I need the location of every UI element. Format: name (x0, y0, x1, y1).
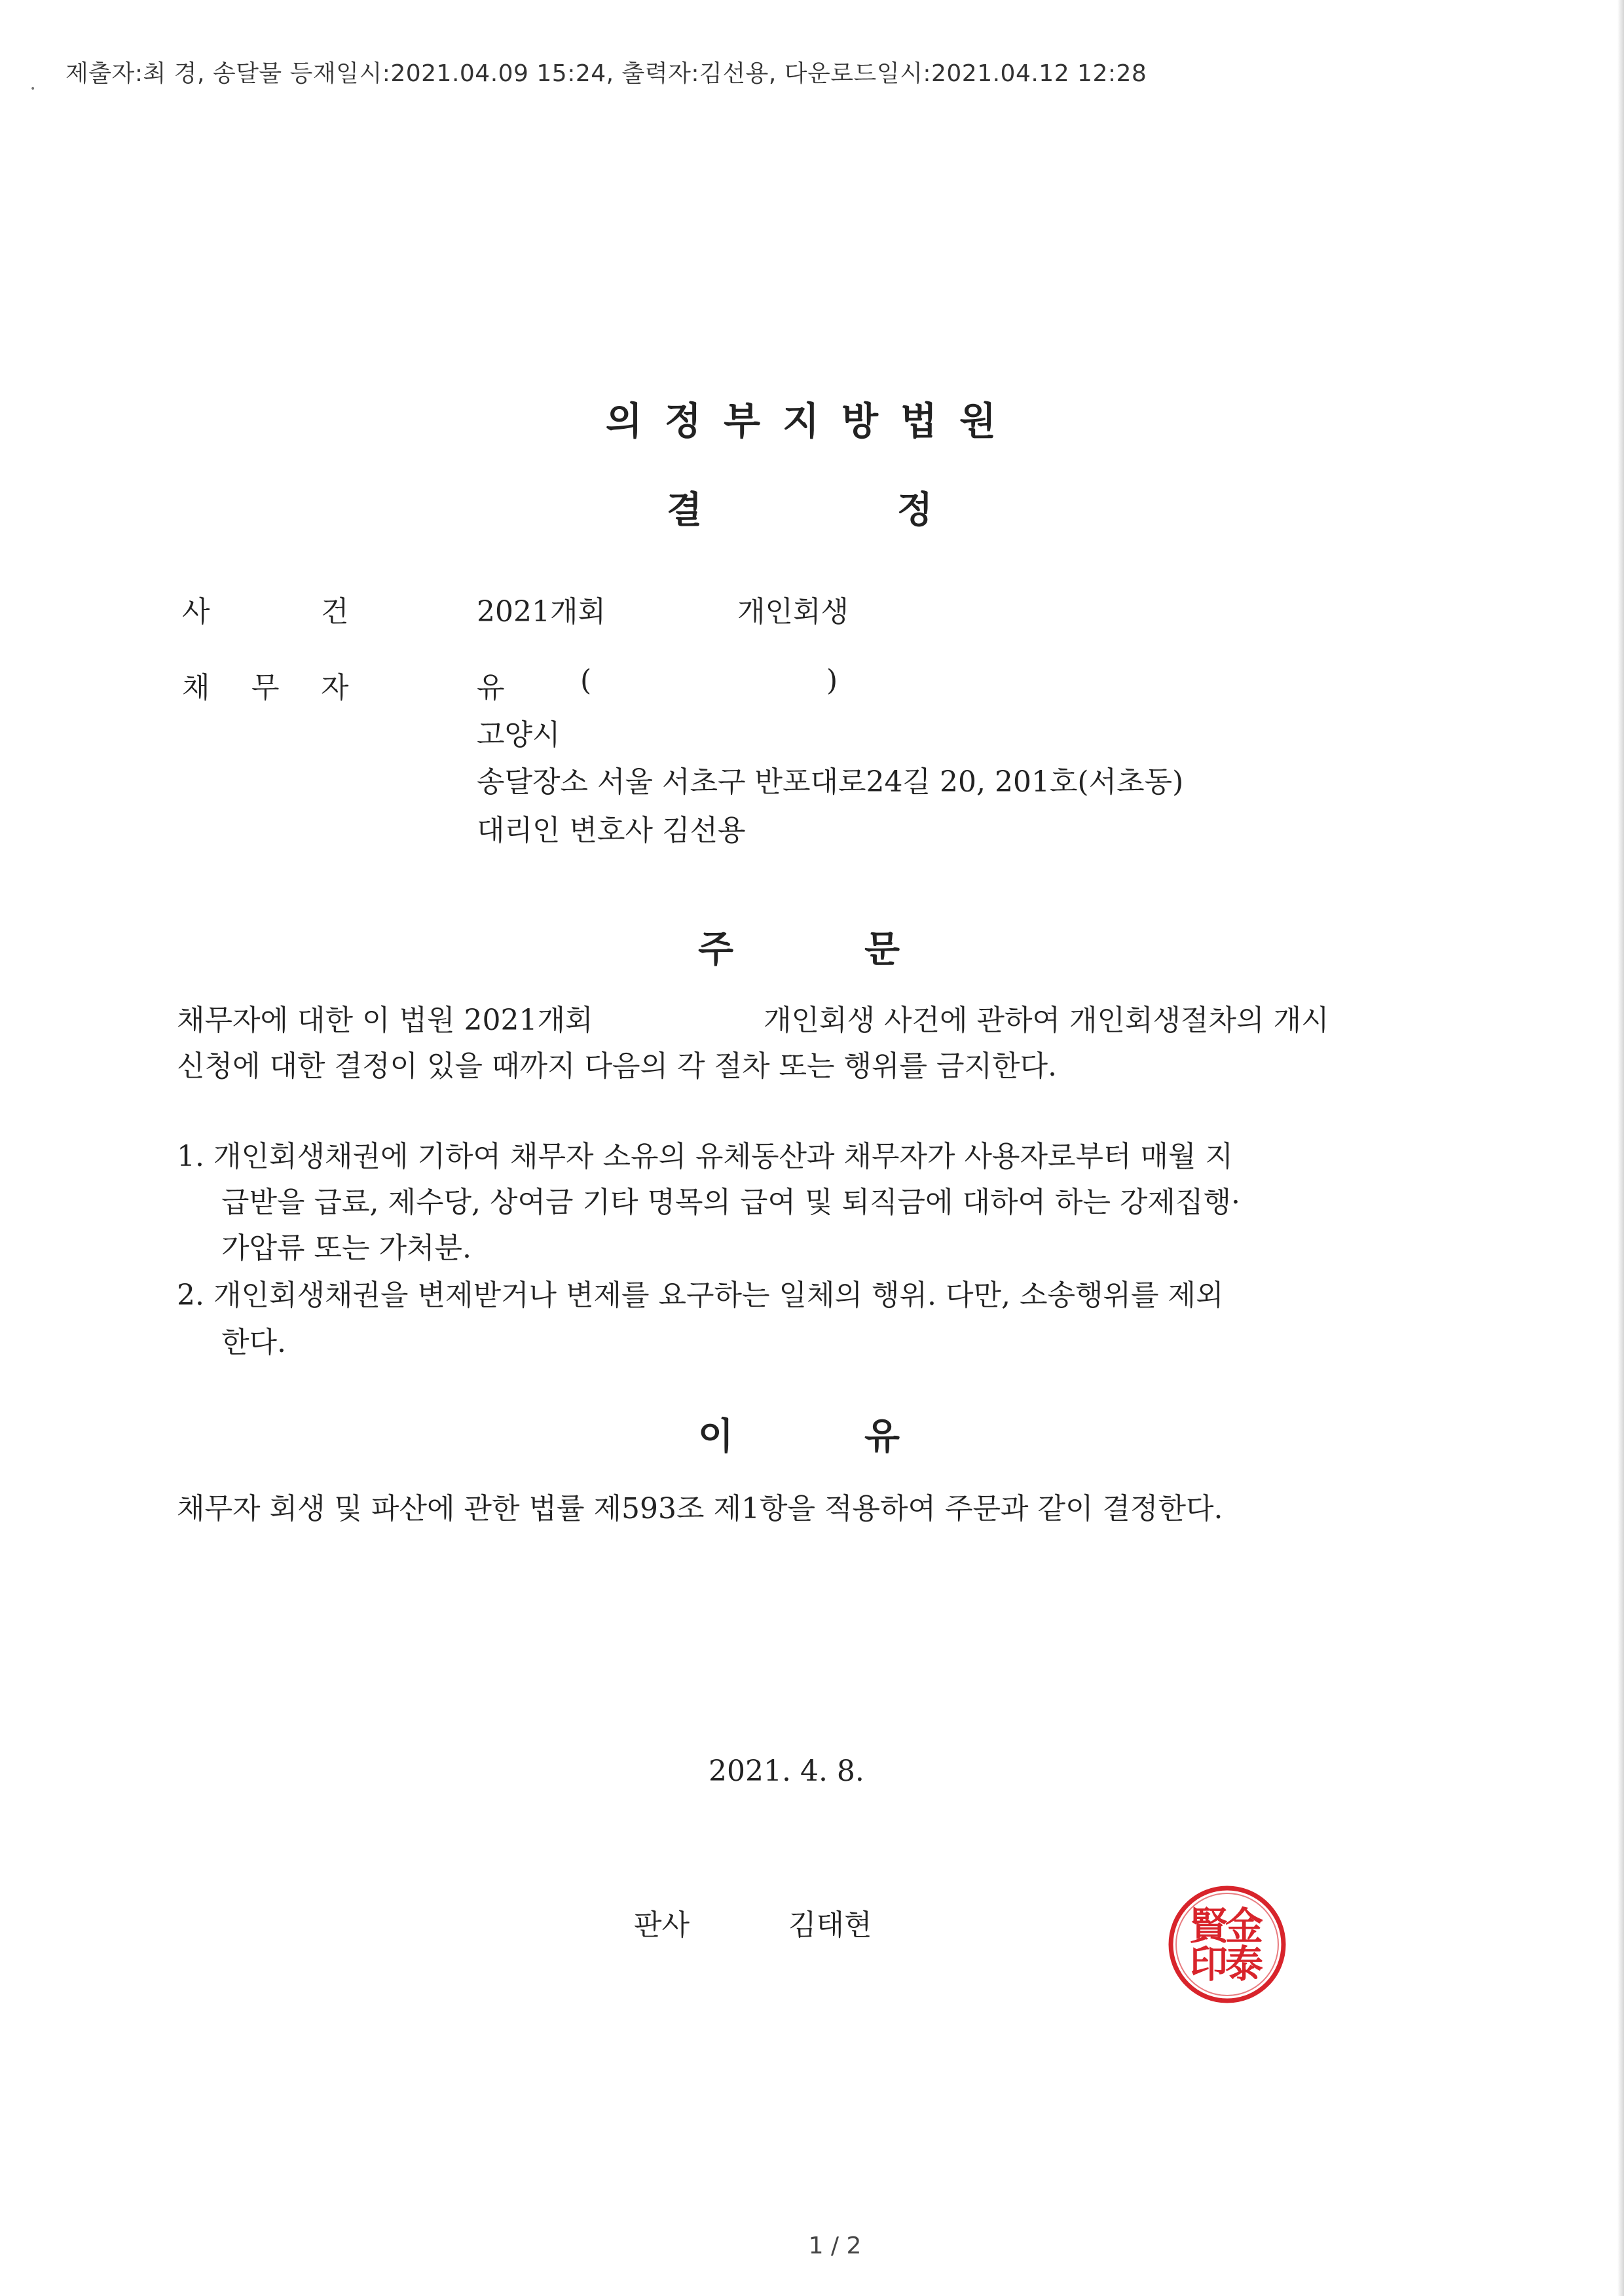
order-item1-line1: 1. 개인회생채권에 기하여 채무자 소유의 유체동산과 채무자가 사용자로부터 매월 지 (177, 1140, 1233, 1173)
order-item2-line2: 한다. (221, 1326, 286, 1359)
debtor-paren-close: ) (826, 664, 838, 697)
case-label-char-1: 사 (182, 595, 210, 629)
debtor-label-char-2: 무 (251, 671, 280, 704)
reason-text: 채무자 회생 및 파산에 관한 법률 제593조 제1항을 적용하여 주문과 같이 결정한다. (177, 1492, 1223, 1525)
reason-heading-char-2: 유 (864, 1415, 900, 1458)
order-intro-line1-b: 개인회생 사건에 관하여 개인회생절차의 개시 (764, 1004, 1329, 1037)
order-heading-char-1: 주 (698, 928, 734, 971)
title-char-2: 정 (897, 489, 933, 532)
case-label-char-2: 건 (321, 595, 349, 629)
seal-char-1: 金 (1225, 1904, 1264, 1948)
judge-name: 김태현 (788, 1908, 872, 1942)
order-item1-line2: 급받을 급료, 제수당, 상여금 기타 명목의 급여 및 퇴직금에 대하여 하는 강제집행· (221, 1186, 1240, 1219)
court-name: 의정부지방법원 (605, 399, 1019, 443)
scan-speck: • (30, 84, 36, 94)
debtor-label-char-3: 자 (321, 671, 349, 704)
debtor-paren-open: ( (580, 664, 592, 697)
reason-heading-char-1: 이 (698, 1415, 734, 1458)
judge-title: 판사 (634, 1908, 690, 1942)
seal-char-2: 泰 (1225, 1942, 1264, 1986)
order-intro-line1-a: 채무자에 대한 이 법원 2021개회 (177, 1004, 593, 1037)
scan-edge-shadow (1617, 0, 1624, 2296)
seal-char-4: 印 (1189, 1942, 1228, 1986)
case-type: 개인회생 (737, 595, 849, 629)
order-heading-char-2: 문 (864, 928, 900, 971)
debtor-agent: 대리인 변호사 김선용 (477, 814, 746, 847)
page-number: 1 / 2 (808, 2232, 862, 2259)
debtor-name: 유 (477, 671, 505, 704)
order-item1-line3: 가압류 또는 가처분. (221, 1231, 471, 1265)
debtor-label-char-1: 채 (182, 671, 210, 704)
case-number: 2021개회 (477, 595, 606, 629)
seal-char-3: 賢 (1189, 1904, 1228, 1948)
service-address: 송달장소 서울 서초구 반포대로24길 20, 201호(서초동) (477, 765, 1184, 799)
debtor-address: 고양시 (477, 718, 561, 752)
title-char-1: 결 (667, 489, 703, 532)
submission-header: 제출자:최 경, 송달물 등재일시:2021.04.09 15:24, 출력자:김선용, 다운로드일시:2021.04.12 12:28 (65, 60, 1147, 87)
decision-date: 2021. 4. 8. (709, 1755, 864, 1788)
order-intro-line2: 신청에 대한 결정이 있을 때까지 다음의 각 절차 또는 행위를 금지한다. (177, 1049, 1057, 1083)
judge-seal (1162, 1879, 1293, 2010)
order-item2-line1: 2. 개인회생채권을 변제받거나 변제를 요구하는 일체의 행위. 다만, 소송행위를 제외 (177, 1279, 1224, 1312)
